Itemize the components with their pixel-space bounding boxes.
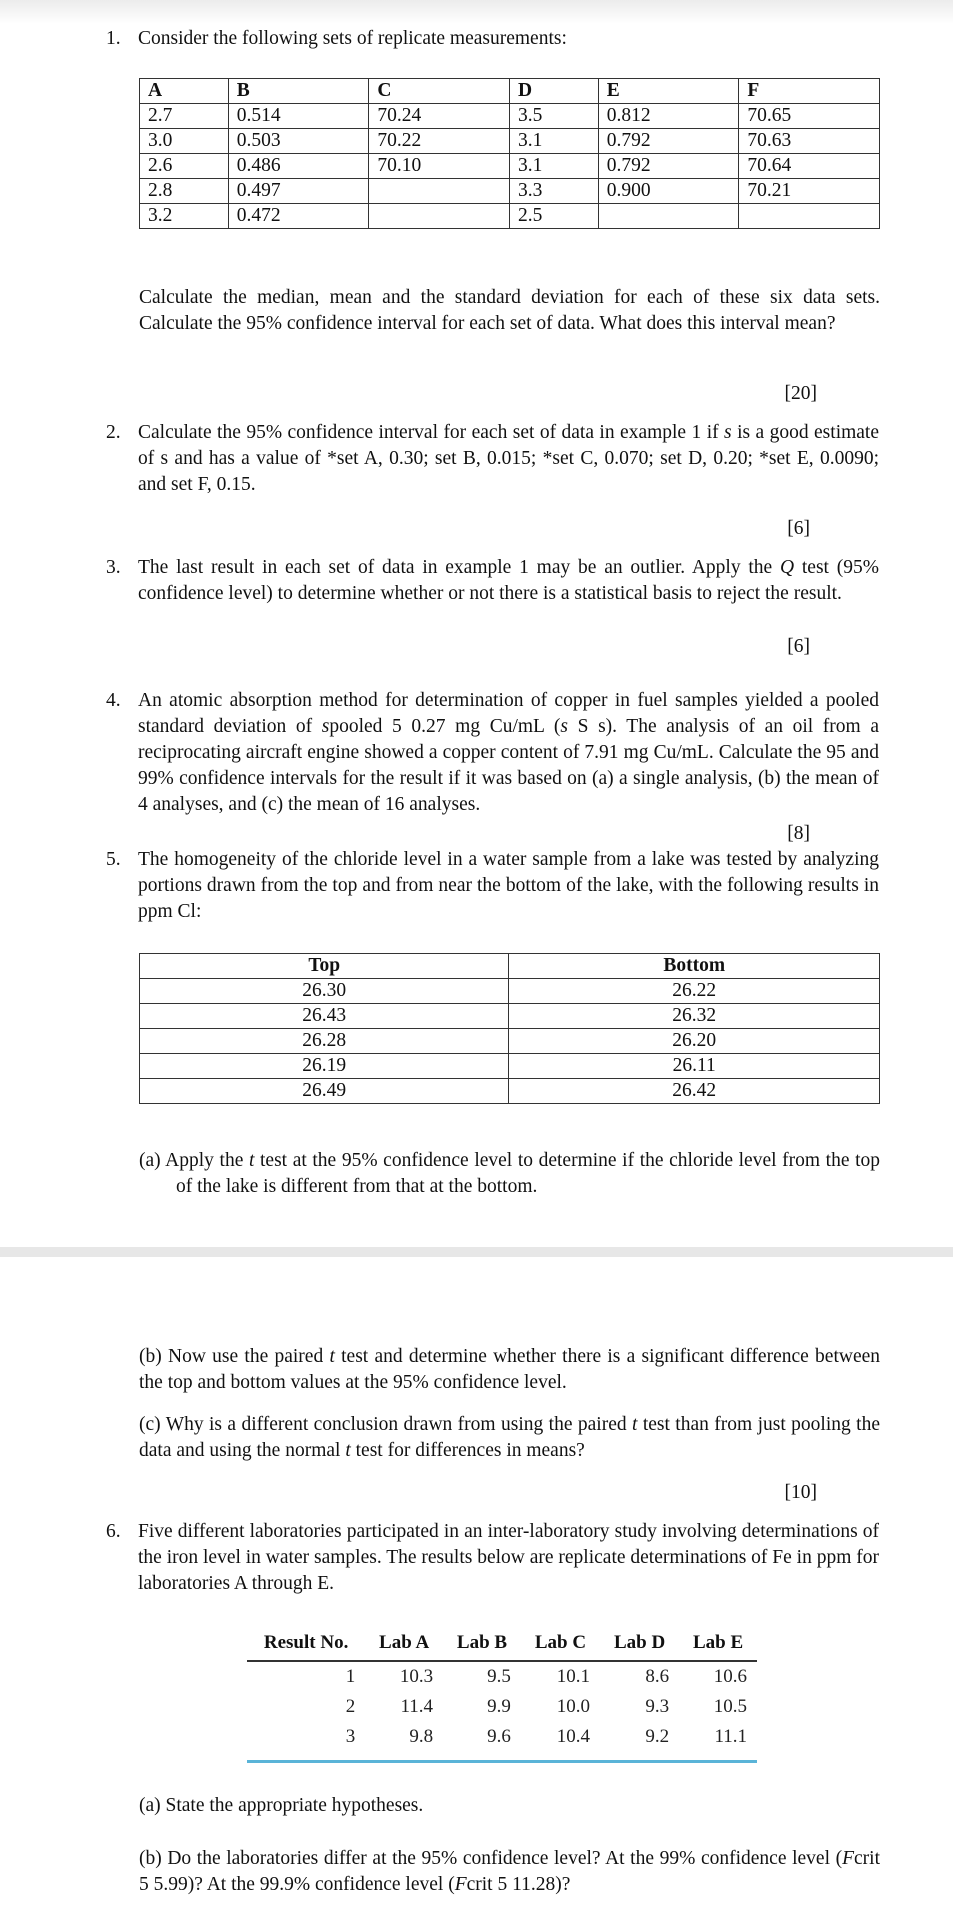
italic-symbol: F [454, 1874, 467, 1895]
column-header: F [739, 79, 880, 104]
table-cell [598, 204, 739, 229]
text-run: The last result in each set of data in example 1 may be an outlier. Apply the [138, 557, 780, 578]
table-cell: 3.0 [140, 129, 229, 154]
table-row [247, 1722, 757, 1762]
question-text: Five different laboratories participated in an inter-laboratory study involving determinations of the iron level in water samples. The results below are replicate determinations of Fe in ppm for laboratories A through E. [138, 1521, 879, 1594]
table-cell [739, 204, 880, 229]
table-cell: 10.6 [713, 1666, 747, 1687]
table-row [247, 1661, 757, 1692]
question-text [138, 555, 879, 607]
page-separator [0, 1247, 953, 1257]
column-header: Lab D [600, 1628, 679, 1661]
table-cell: 10.5 [713, 1696, 747, 1717]
question-text [138, 688, 879, 818]
table-cell: 9.3 [645, 1696, 670, 1717]
table-cell: 70.24 [369, 104, 510, 129]
italic-symbol: t [632, 1414, 638, 1435]
table-cell: 0.812 [598, 104, 739, 129]
question-number: 5. [106, 849, 121, 870]
table-cell: 70.21 [739, 179, 880, 204]
question-number: 4. [106, 690, 121, 711]
question-3-marks: [6] [787, 636, 810, 657]
question-5c [139, 1412, 880, 1464]
text-run: test than from just pooling the data and using the normal [139, 1414, 880, 1461]
table-row [140, 1054, 880, 1079]
text-run: crit 5 11.28)? [466, 1874, 571, 1895]
column-header: Lab E [679, 1628, 757, 1661]
table-cell [369, 179, 510, 204]
text-run: test and determine whether there is a significant difference between the top and bottom values at the 95% confidence level. [139, 1346, 880, 1393]
question-1-text: Calculate the median, mean and the standard deviation for each of these six data sets. Calculate the 95% confidence interval for each set of data. What does this interval mean? [139, 287, 880, 334]
table-cell: 26.19 [140, 1054, 509, 1079]
text-run: S s). The analysis of an oil from a reciprocating aircraft engine showed a copper content of 7.91 mg Cu/mL. Calculate the 95 and 99% confidence intervals for the result if it was based on (a) a single analysis, (b) the mean of 4 analyses, and (c) the mean of 16 analyses. [138, 716, 879, 815]
table-cell: 70.65 [739, 104, 880, 129]
iron-levels-table [247, 1628, 757, 1763]
text-run: is a good estimate of s and has a value of *set A, 0.30; set B, 0.015; *set C, 0.070; set D, 0.20; *set E, 0.0090; and set F, 0.15. [138, 422, 880, 495]
text-run: test at the 95% confidence level to determine if the chloride level from the top of the lake is different from that at the bottom. [176, 1150, 880, 1197]
table-row [140, 104, 880, 129]
table-cell: 2.5 [509, 204, 598, 229]
table-cell: 70.10 [369, 154, 510, 179]
question-text [138, 420, 879, 498]
table-cell: 8.6 [645, 1666, 670, 1687]
italic-symbol: F [842, 1848, 855, 1869]
text-run: (a) Apply the [139, 1150, 249, 1171]
replicate-measurements-table [139, 78, 880, 229]
column-header: Bottom [509, 954, 880, 979]
italic-symbol: t [329, 1346, 335, 1367]
question-number: 3. [106, 557, 121, 578]
text-run: (c) Why is a different conclusion drawn from using the paired [139, 1414, 632, 1435]
table-cell: 0.514 [228, 104, 369, 129]
column-header: C [369, 79, 510, 104]
table-cell: 0.497 [228, 179, 369, 204]
italic-symbol: s [560, 716, 568, 737]
text-run: (b) Now use the paired [139, 1346, 330, 1367]
text-run: crit 5 5.99)? At the 99.9% confidence level ( [139, 1848, 880, 1895]
italic-symbol: s [321, 716, 330, 737]
column-header: Lab B [443, 1628, 521, 1661]
table-cell: 3.1 [509, 129, 598, 154]
table-row [247, 1692, 757, 1722]
column-header: Result No. [247, 1628, 365, 1661]
table-cell: 26.42 [509, 1079, 880, 1104]
question-1-marks: [20] [784, 383, 817, 404]
column-header: E [598, 79, 739, 104]
table-body [247, 1661, 757, 1762]
column-header: A [140, 79, 229, 104]
table-cell: 0.472 [228, 204, 369, 229]
table-cell: 0.503 [228, 129, 369, 154]
page-2 [0, 1257, 953, 1919]
italic-symbol: t [248, 1150, 255, 1171]
table-body [140, 979, 880, 1104]
question-number: 1. [106, 28, 121, 49]
table-row [140, 1004, 880, 1029]
table-cell: 9.6 [443, 1722, 521, 1762]
question-6b [139, 1846, 880, 1898]
table-row [140, 204, 880, 229]
table-cell: 2.7 [140, 104, 229, 129]
question-intro: Consider the following sets of replicate measurements: [138, 28, 567, 49]
table-cell: 0.792 [598, 129, 739, 154]
italic-symbol: Q [779, 557, 795, 578]
table-cell: 9.8 [365, 1722, 443, 1762]
table-cell: 10.3 [399, 1666, 434, 1687]
table-body [140, 104, 880, 229]
table-cell: 26.28 [140, 1029, 509, 1054]
column-header: Lab A [365, 1628, 443, 1661]
column-header: D [509, 79, 598, 104]
table-cell: 2 [345, 1696, 356, 1717]
table-cell: 70.63 [739, 129, 880, 154]
table-row [140, 129, 880, 154]
text-run: An atomic absorption method for determination of copper in fuel samples yielded a pooled standard deviation of [138, 690, 879, 737]
table-header-row [140, 954, 880, 979]
table-cell: 9.2 [600, 1722, 679, 1762]
italic-symbol: s [724, 422, 732, 443]
table-cell: 26.49 [140, 1079, 509, 1104]
table-cell: 2.6 [140, 154, 229, 179]
table-cell [369, 204, 510, 229]
question-4-marks: [8] [787, 823, 810, 844]
table-cell: 2.8 [140, 179, 229, 204]
table-cell: 70.64 [739, 154, 880, 179]
table-cell: 11.4 [400, 1696, 434, 1717]
question-number: 2. [106, 422, 121, 443]
table-cell: 26.30 [140, 979, 509, 1004]
table-row [140, 979, 880, 1004]
table-cell: 0.486 [228, 154, 369, 179]
table-cell: 0.900 [598, 179, 739, 204]
table-header-row [247, 1628, 757, 1661]
table-cell: 10.4 [521, 1722, 600, 1762]
column-header: Top [140, 954, 509, 979]
question-text: The homogeneity of the chloride level in a water sample from a lake was tested by analyzing portions drawn from the top and from near the bottom of the lake, with the following results in ppm Cl: [138, 849, 879, 922]
text-run: (b) Do the laboratories differ at the 95% confidence level? At the 99% confidence level ( [139, 1848, 843, 1869]
table-cell: 0.792 [598, 154, 739, 179]
question-2-marks: [6] [787, 518, 810, 539]
table-cell: 11.1 [679, 1722, 757, 1762]
question-5-marks: [10] [784, 1482, 817, 1503]
text-run: Calculate the 95% confidence interval for each set of data in example 1 if [138, 422, 725, 443]
table-cell: 9.9 [487, 1696, 511, 1717]
italic-symbol: t [345, 1440, 351, 1461]
question-5a [139, 1148, 880, 1200]
table-cell: 9.5 [487, 1666, 511, 1687]
column-header: Lab C [521, 1628, 600, 1661]
column-header: B [228, 79, 369, 104]
table-cell: 26.32 [509, 1004, 880, 1029]
table-cell: 1 [345, 1666, 356, 1687]
page-top-shadow [0, 0, 953, 24]
table-row [140, 1029, 880, 1054]
table-cell: 3.3 [509, 179, 598, 204]
table-cell: 10.1 [556, 1666, 591, 1687]
question-5b [139, 1344, 880, 1396]
text-run: test (95% confidence level) to determine whether or not there is a statistical basis to reject the result. [138, 557, 879, 604]
table-row [140, 179, 880, 204]
table-cell: 26.11 [509, 1054, 880, 1079]
table-cell: 3.1 [509, 154, 598, 179]
question-number: 6. [106, 1521, 121, 1542]
table-row [140, 154, 880, 179]
table-cell: 26.20 [509, 1029, 880, 1054]
table-cell: 3.2 [140, 204, 229, 229]
table-cell: 3.5 [509, 104, 598, 129]
table-cell: 10.0 [556, 1696, 591, 1717]
question-6a: (a) State the appropriate hypotheses. [139, 1795, 424, 1816]
chloride-levels-table [139, 953, 880, 1104]
table-header-row [140, 79, 880, 104]
table-cell: 70.22 [369, 129, 510, 154]
table-row [140, 1079, 880, 1104]
text-run: pooled 5 0.27 mg Cu/mL ( [329, 716, 561, 737]
table-cell: 26.22 [509, 979, 880, 1004]
table-cell: 3 [247, 1722, 365, 1762]
table-cell: 26.43 [140, 1004, 509, 1029]
text-run: test for differences in means? [350, 1440, 585, 1461]
